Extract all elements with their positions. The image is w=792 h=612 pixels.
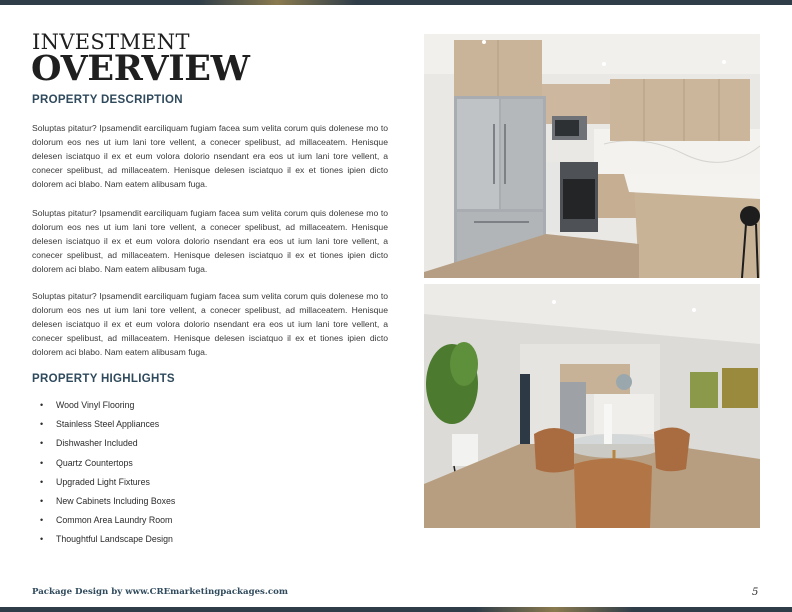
highlight-item-label: Dishwasher Included bbox=[56, 438, 138, 449]
page-title-line1: INVESTMENT bbox=[32, 30, 190, 54]
highlight-item-label: Thoughtful Landscape Design bbox=[56, 534, 173, 545]
bullet-icon: • bbox=[40, 457, 44, 468]
highlight-item bbox=[40, 456, 175, 475]
highlight-item bbox=[40, 532, 175, 551]
highlight-item-label: New Cabinets Including Boxes bbox=[56, 495, 176, 506]
property-description-heading: PROPERTY DESCRIPTION bbox=[32, 94, 183, 106]
dining-room-photo bbox=[424, 284, 760, 528]
highlight-item bbox=[40, 475, 175, 494]
bullet-icon: • bbox=[40, 438, 44, 449]
bullet-icon: • bbox=[40, 495, 44, 506]
highlight-item bbox=[40, 398, 175, 417]
top-accent-bar bbox=[0, 0, 792, 5]
description-paragraph-3: Soluptas pitatur? Ipsamendit earciliquam fugiam facea sum velita corum quis dolenese mo to dolorum eos nes ut ium lani tore vellent, a conecer spelibust, ad millaceatem. Henisque delesen isciatquo il ex et eum volora dolorio nsendant era eos ut ium lani tore vellent, a conecer spelibust, ad millaceatem. Henisque delesen isciatquo il ex et tiones ipien dicto dolorem aci blabo. Nam eatem alibusam fuga. bbox=[32, 291, 388, 357]
bullet-icon: • bbox=[40, 419, 44, 430]
highlight-item bbox=[40, 513, 175, 532]
kitchen-photo bbox=[424, 34, 760, 278]
description-paragraph-2: Soluptas pitatur? Ipsamendit earciliquam fugiam facea sum velita corum quis dolenese mo to dolorum eos nes ut ium lani tore vellent, a conecer spelibust, ad millaceatem. Henisque delesen isciatquo il ex et eum volora dolorio nsendant era eos ut ium lani tore vellent, a conecer spelibust, ad millaceatem. Henisque delesen isciatquo il ex et tiones ipien dicto dolorem aci blabo. Nam eatem alibusam fuga. bbox=[32, 208, 388, 274]
bullet-icon: • bbox=[40, 400, 44, 410]
property-highlights-heading: PROPERTY HIGHLIGHTS bbox=[32, 373, 175, 385]
highlights-list bbox=[40, 398, 175, 552]
highlight-item-label: Wood Vinyl Flooring bbox=[56, 400, 135, 410]
highlight-item-label: Quartz Countertops bbox=[56, 457, 133, 468]
page-number: 5 bbox=[752, 587, 759, 598]
highlight-item bbox=[40, 494, 175, 513]
highlight-item-label: Common Area Laundry Room bbox=[56, 515, 173, 526]
footer-credit: Package Design by www.CREmarketingpackages.com bbox=[32, 587, 288, 597]
bottom-accent-bar bbox=[0, 607, 792, 612]
highlight-item bbox=[40, 417, 175, 436]
description-paragraph-1: Soluptas pitatur? Ipsamendit earciliquam fugiam facea sum velita corum quis dolenese mo to dolorum eos nes ut ium lani tore vellent, a conecer spelibust, ad millaceatem. Henisque delesen isciatquo il ex et eum volora dolorio nsendant era eos ut ium lani tore vellent, a conecer spelibust, ad millaceatem. Henisque delesen isciatquo il ex et tiones ipien dicto dolorem aci blabo. Nam eatem alibusam fuga. bbox=[32, 123, 388, 189]
highlight-item-label: Stainless Steel Appliances bbox=[56, 419, 160, 430]
highlight-item-label: Upgraded Light Fixtures bbox=[56, 476, 150, 487]
bullet-icon: • bbox=[40, 515, 44, 526]
highlight-item bbox=[40, 436, 175, 455]
bullet-icon: • bbox=[40, 534, 44, 545]
page-title-line2: OVERVIEW bbox=[31, 48, 250, 89]
bullet-icon: • bbox=[40, 476, 44, 487]
